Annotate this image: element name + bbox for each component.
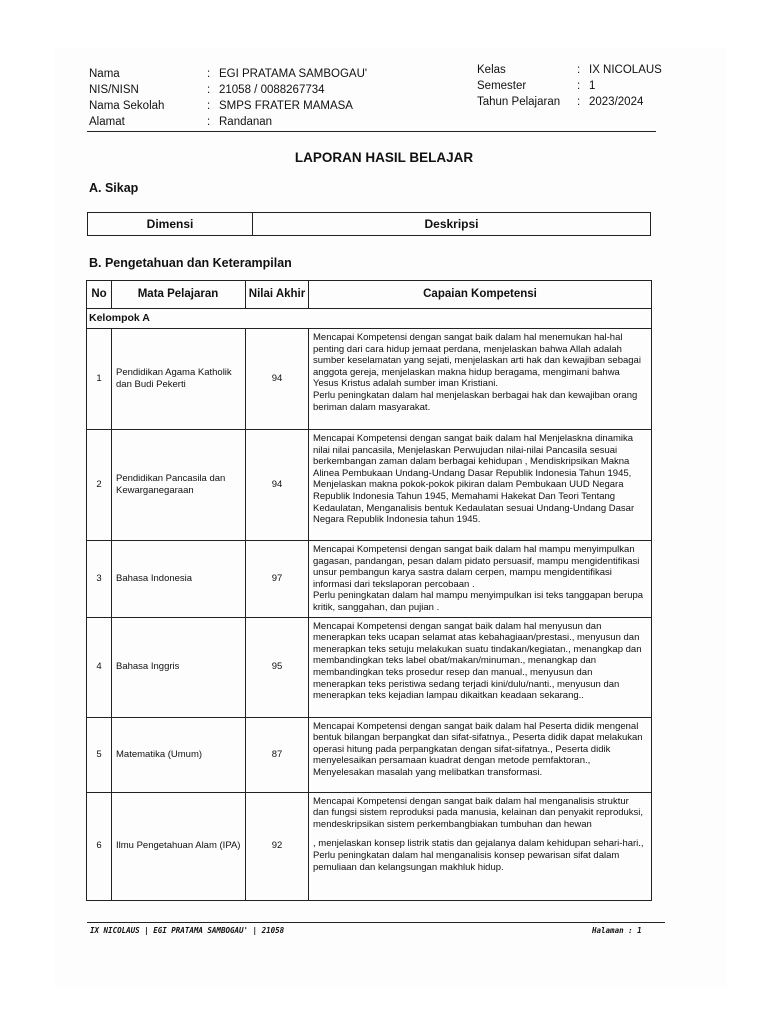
row-capaian — [309, 717, 652, 792]
info-label: Nama Sekolah — [89, 100, 165, 112]
row-capaian — [309, 430, 652, 541]
col-nilai-akhir: Nilai Akhir — [246, 281, 309, 309]
row-no: 6 — [87, 792, 112, 900]
row-no: 1 — [87, 329, 112, 430]
info-label: Alamat — [89, 116, 125, 128]
table-row — [87, 617, 652, 717]
capaian-paragraph: Mencapai Kompetensi dengan sangat baik dalam hal mampu menyimpulkan gagasan, pandangan, pesan dalam pidato persuasif, mampu mengidentifikasi unsur pembangun karya sastra dalam cerpen, mampu mengidentifikasi informasi dari tekslaporan percobaan . — [313, 544, 640, 590]
row-nilai-akhir: 92 — [246, 792, 309, 900]
row-capaian — [309, 541, 652, 618]
info-colon: : — [577, 80, 581, 92]
info-colon: : — [207, 84, 211, 96]
info-label: NIS/NISN — [89, 84, 139, 96]
row-capaian — [309, 617, 652, 717]
row-no: 5 — [87, 717, 112, 792]
row-mata-pelajaran: Bahasa Inggris — [112, 617, 246, 717]
info-label: Nama — [89, 68, 120, 80]
row-mata-pelajaran: Pendidikan Agama Katholik dan Budi Pekerti — [112, 329, 246, 430]
info-colon: : — [207, 68, 211, 80]
row-no: 4 — [87, 617, 112, 717]
row-no: 3 — [87, 541, 112, 618]
footer-left: IX NICOLAUS | EGI PRATAMA SAMBOGAU' | 21058 — [90, 926, 285, 935]
table-row — [87, 541, 652, 618]
col-dimensi: Dimensi — [88, 213, 253, 236]
table-row — [87, 792, 652, 900]
info-colon: : — [577, 64, 581, 76]
capaian-paragraph: , menjelaskan konsep listrik statis dan gejalanya dalam kehidupan sehari-hari., — [313, 838, 644, 850]
info-row — [89, 114, 367, 130]
row-mata-pelajaran: Matematika (Umum) — [112, 717, 246, 792]
table-row — [87, 430, 652, 541]
row-no: 2 — [87, 430, 112, 541]
row-nilai-akhir: 95 — [246, 617, 309, 717]
info-value: 2023/2024 — [589, 96, 644, 108]
capaian-paragraph: Mencapai Kompetensi dengan sangat baik dalam hal menemukan hal-hal penting dari cara hidup jemaat perdana, menjelaskan bahwa Allah adalah sumber keselamatan yang sejati, menjelaskan arti hak dan kewajiban sebagai anggota gereja, menjelaskan makna hidup beragama, mengimani bahwa Yesus Kristus adalah sumber iman Kristiani. — [313, 332, 641, 390]
row-nilai-akhir: 97 — [246, 541, 309, 618]
info-value: 21058 / 0088267734 — [219, 84, 325, 96]
row-nilai-akhir: 94 — [246, 329, 309, 430]
col-capaian: Capaian Kompetensi — [309, 281, 652, 309]
section-a-heading: A. Sikap — [89, 181, 139, 195]
info-label: Kelas — [477, 64, 506, 76]
info-colon: : — [577, 96, 581, 108]
info-row — [477, 62, 662, 78]
paragraph-gap — [313, 830, 647, 838]
footer-divider — [87, 922, 665, 923]
row-mata-pelajaran: Bahasa Indonesia — [112, 541, 246, 618]
info-row — [89, 66, 367, 82]
info-value: EGI PRATAMA SAMBOGAU' — [219, 68, 368, 80]
row-nilai-akhir: 87 — [246, 717, 309, 792]
info-label: Tahun Pelajaran — [477, 96, 561, 108]
info-label: Semester — [477, 80, 527, 92]
group-label: Kelompok A — [87, 309, 652, 329]
section-b-heading: B. Pengetahuan dan Keterampilan — [89, 256, 292, 270]
header-divider — [87, 131, 656, 132]
info-value: 1 — [589, 80, 596, 92]
info-colon: : — [207, 100, 211, 112]
info-value: Randanan — [219, 116, 273, 128]
info-value: IX NICOLAUS — [589, 64, 662, 76]
footer-page: Halaman : 1 — [592, 926, 642, 935]
capaian-paragraph: Perlu peningkatan dalam hal menganalisis konsep pewarisan sifat dalam pemuliaan dan kelangsungan makhluk hidup. — [313, 849, 620, 873]
col-deskripsi: Deskripsi — [253, 213, 651, 236]
info-row — [477, 78, 662, 94]
row-nilai-akhir: 94 — [246, 430, 309, 541]
page-title: LAPORAN HASIL BELAJAR — [294, 150, 474, 165]
info-value: SMPS FRATER MAMASA — [219, 100, 353, 112]
capaian-paragraph: Mencapai Kompetensi dengan sangat baik dalam hal menganalisis struktur dan fungsi sistem reproduksi pada manusia, kelainan dan penyakit reproduksi, mendeskripsikan sistem perkembangbiakan tumbuhan dan hewan — [313, 795, 644, 830]
info-row — [89, 82, 367, 98]
capaian-paragraph: Perlu peningkatan dalam hal menjelaskan berbagai hak dan kewajiban orang beriman dalam masyarakat. — [313, 389, 638, 413]
col-mata-pelajaran: Mata Pelajaran — [112, 281, 246, 309]
student-info-right — [477, 62, 662, 110]
info-row — [477, 94, 662, 110]
capaian-paragraph: Mencapai Kompetensi dengan sangat baik dalam hal Menjelaskna dinamika nilai nilai pancasila, Menjelaskan Perwujudan nilai-nilai Pancasila sesuai berkembangan zaman dalam berbagai kehidupan , Mendiskripsikan Makna Alinea Pembukaan Undang-Undang Dasar Republik Indonesia Tahun 1945, Menjelaskan makna pokok-pokok pikiran dalam Pembukaan UUD Negara Republik Indonesia Tahun 1945, Memahami Hakekat Dan Teori Tentang Kedaulatan, Menganalisis bentuk Kedaulatan sesuai Undang-Undang Dasar Negara Republik Indonesia tahun 1945. — [313, 433, 635, 526]
info-colon: : — [207, 116, 211, 128]
student-info-left — [89, 66, 367, 130]
row-mata-pelajaran: Pendidikan Pancasila dan Kewarganegaraan — [112, 430, 246, 541]
row-capaian — [309, 329, 652, 430]
grades-table — [86, 280, 652, 901]
sikap-table — [87, 212, 651, 236]
row-capaian — [309, 792, 652, 900]
row-mata-pelajaran: Ilmu Pengetahuan Alam (IPA) — [112, 792, 246, 900]
table-row — [87, 717, 652, 792]
col-no: No — [87, 281, 112, 309]
capaian-paragraph: Mencapai Kompetensi dengan sangat baik dalam hal Peserta didik mengenal bentuk bilangan berpangkat dan sifat-sifatnya., Peserta didik dapat melakukan operasi hitung pada perpangkatan dengan sifat-sifatnya., Peserta didik menyelesaikan persamaan kuadrat dengan metode pemfaktoran., Menyelesakan masalah yang melibatkan transformasi. — [313, 720, 643, 778]
info-row — [89, 98, 367, 114]
table-row — [87, 329, 652, 430]
capaian-paragraph: Mencapai Kompetensi dengan sangat baik dalam hal menyusun dan menerapkan teks ucapan selamat atas kebahagiaan/prestasi., menyusun dan menerapkan teks setuju melakukan suatu tindakan/kegiatan., menangkap dan membandingkan teks label obat/makan/minuman., menangkap dan membandingkan teks prosedur resep dan manual., menyusun dan menerapkan teks peristiwa sedang terjadi kini/dulu/nanti., menyusun dan menerapkan teks kejadian lampau dikaitkan keadaan sekarang.. — [313, 620, 642, 702]
capaian-paragraph: Perlu peningkatan dalam hal mampu menyimpulkan isi teks tanggapan berupa kritik, sanggahan, dan pujian . — [313, 590, 644, 613]
